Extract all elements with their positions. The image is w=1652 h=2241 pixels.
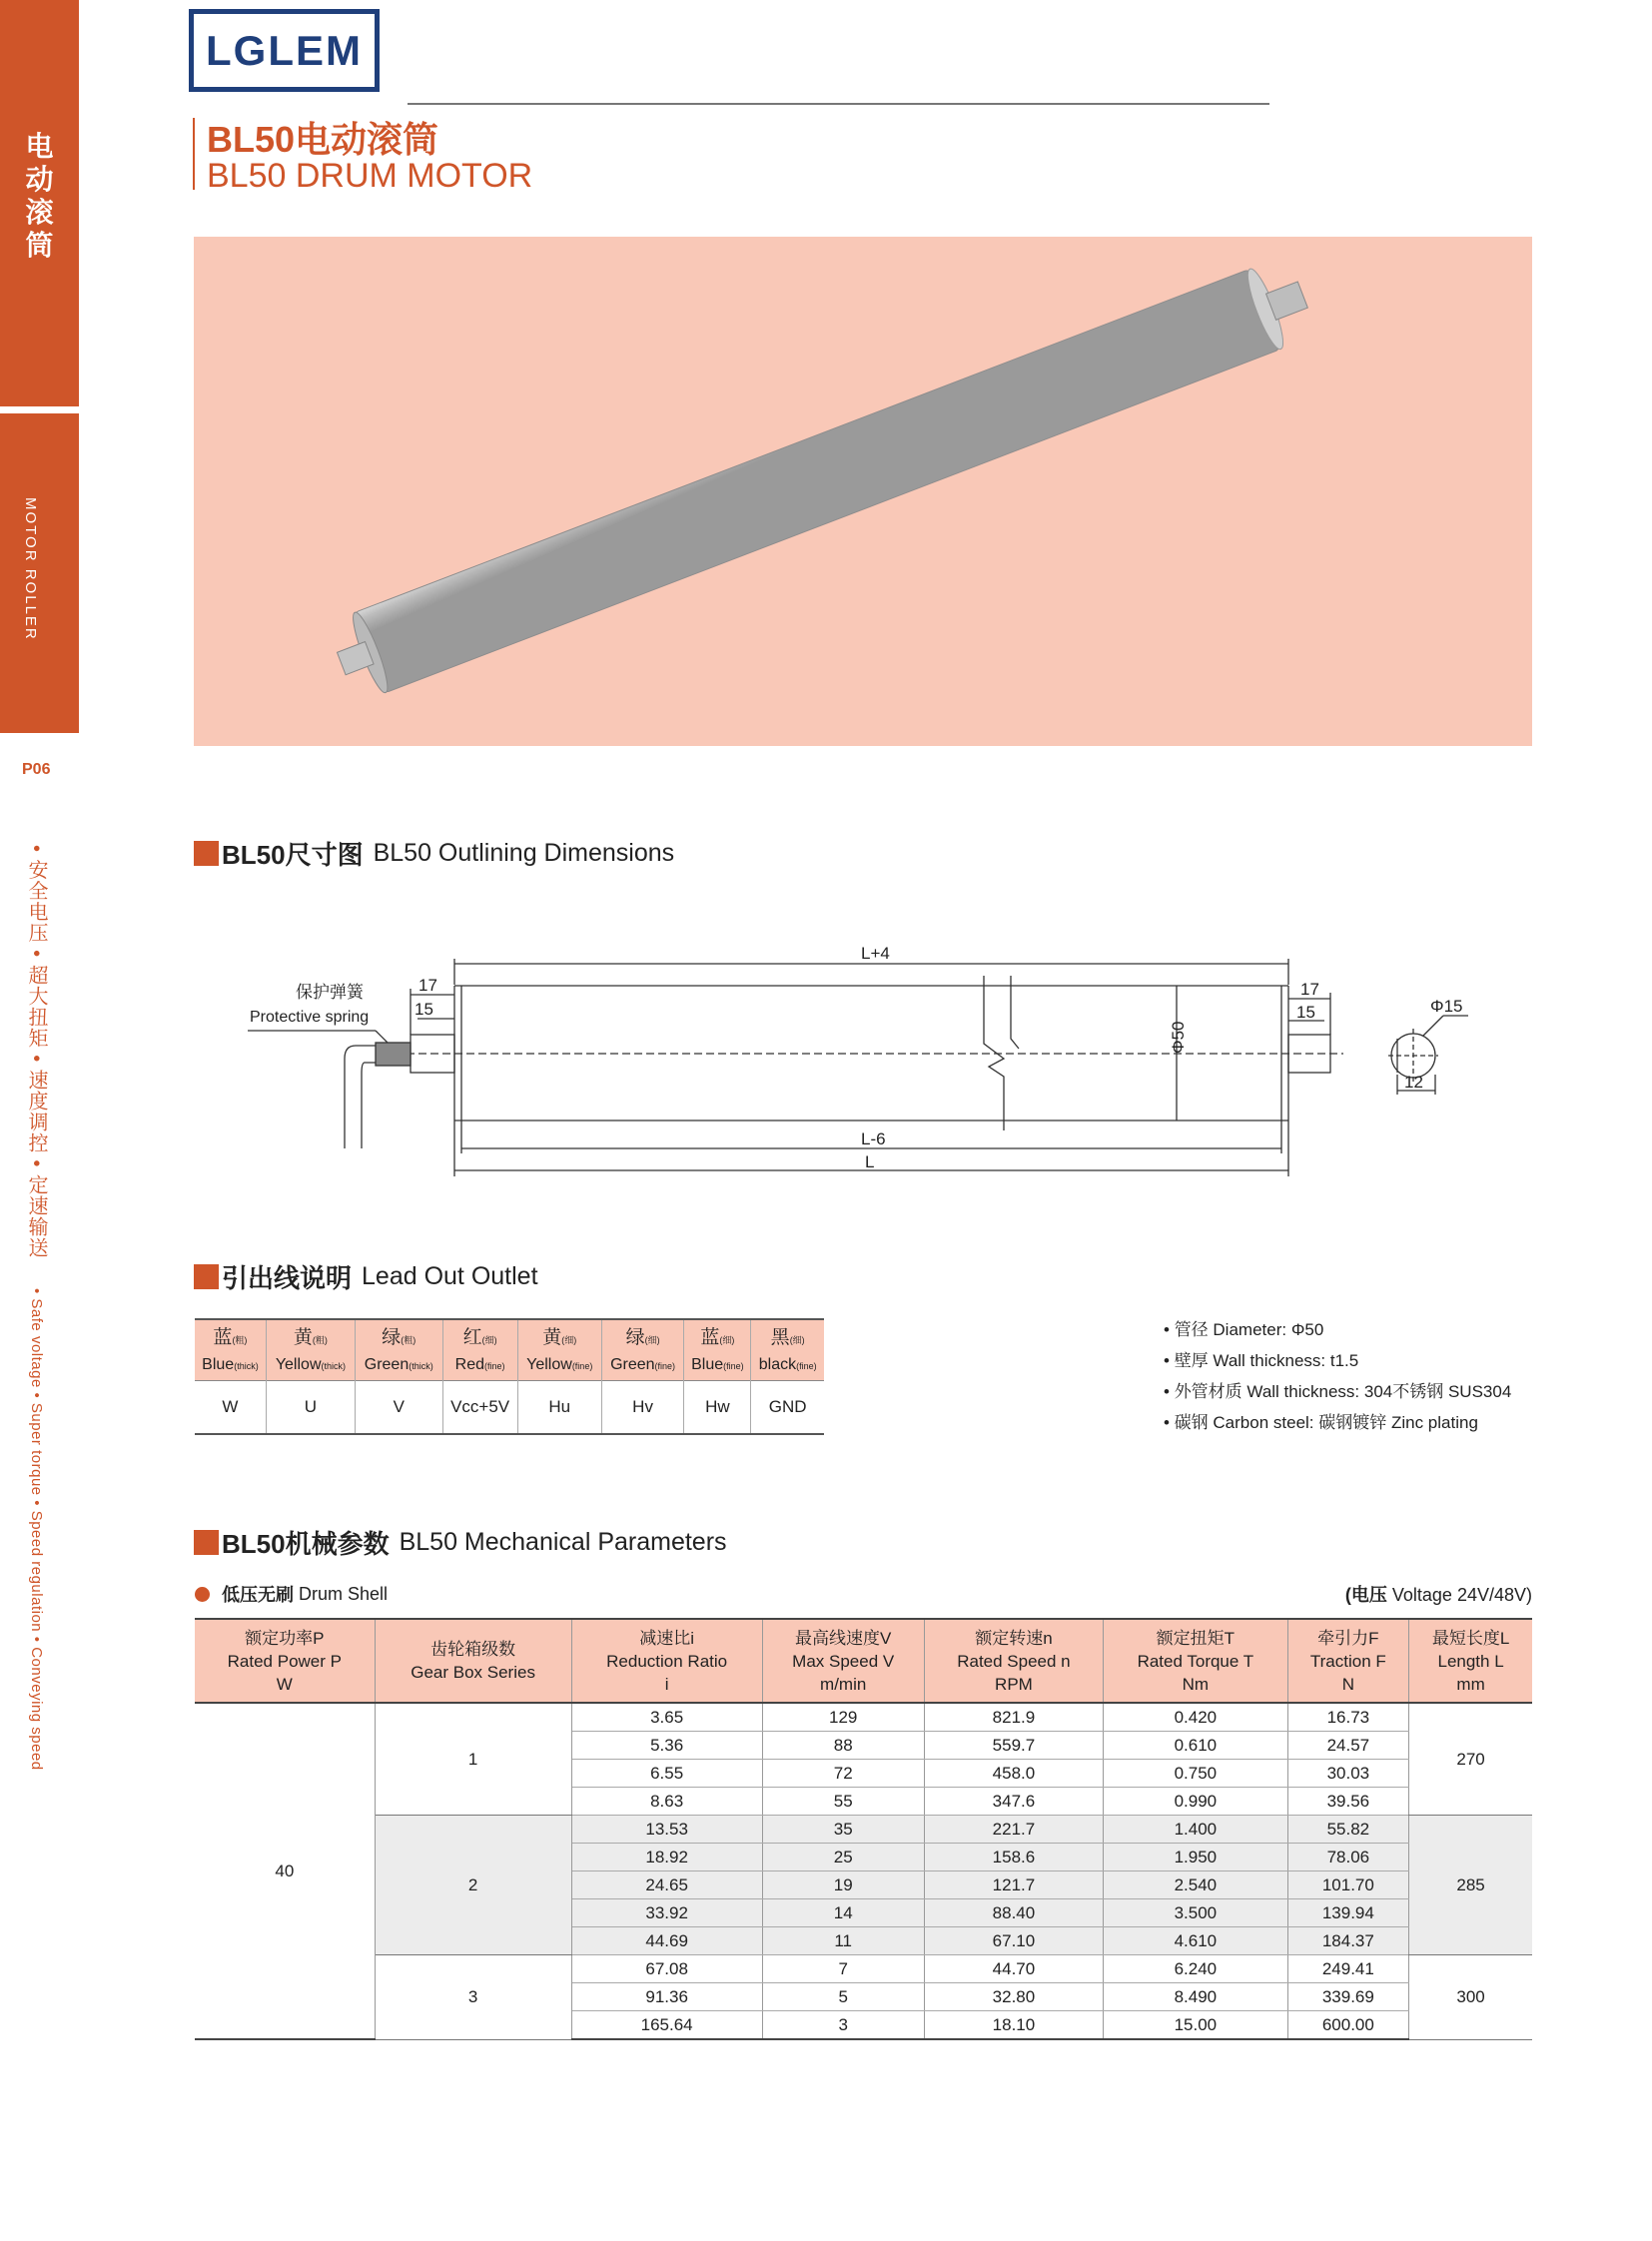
dim-l-minus-6: L-6 (861, 1129, 886, 1148)
lead-color-en: Green(fine) (601, 1350, 684, 1381)
series-cell: 2 (375, 1816, 571, 1955)
section-lead-en: Lead Out Outlet (362, 1262, 538, 1290)
column-header: 牵引力F Traction F N (1287, 1619, 1409, 1703)
value-cell: 3.65 (571, 1703, 762, 1732)
value-cell: 24.65 (571, 1871, 762, 1899)
value-cell: 11 (762, 1927, 924, 1955)
lead-color-en: Yellow(thick) (266, 1350, 355, 1381)
dim-15-right: 15 (1296, 1003, 1315, 1022)
features-en: • Safe voltage • Super torque • Speed regulation • Conveying speed (28, 1288, 45, 1771)
lead-color-en: black(fine) (751, 1350, 824, 1381)
note-item: • 外管材质 Wall thickness: 304不锈钢 SUS304 (1164, 1376, 1511, 1407)
value-cell: 0.610 (1104, 1732, 1287, 1760)
lead-signal: Hw (684, 1381, 751, 1435)
value-cell: 25 (762, 1844, 924, 1871)
value-cell: 44.69 (571, 1927, 762, 1955)
dim-l-plus-4: L+4 (861, 944, 890, 963)
value-cell: 139.94 (1287, 1899, 1409, 1927)
value-cell: 221.7 (924, 1816, 1104, 1844)
column-header: 额定扭矩T Rated Torque T Nm (1104, 1619, 1287, 1703)
column-header: 最短长度L Length L mm (1409, 1619, 1532, 1703)
section-lead-title (194, 1258, 538, 1295)
dimension-drawing (230, 929, 1528, 1188)
value-cell: 249.41 (1287, 1955, 1409, 1983)
lead-color-cn: 蓝(粗) (195, 1319, 266, 1350)
page-title-en: BL50 DRUM MOTOR (207, 157, 533, 195)
voltage-cn: (电压 (1344, 1585, 1387, 1605)
page-number: P06 (22, 761, 51, 778)
value-cell: 6.240 (1104, 1955, 1287, 1983)
lead-signal: U (266, 1381, 355, 1435)
value-cell: 559.7 (924, 1732, 1104, 1760)
value-cell: 13.53 (571, 1816, 762, 1844)
title-accent-bar (193, 118, 195, 190)
lead-signal: Vcc+5V (442, 1381, 517, 1435)
table-row (195, 1816, 1532, 1844)
table-row (195, 1703, 1532, 1732)
value-cell: 67.10 (924, 1927, 1104, 1955)
value-cell: 19 (762, 1871, 924, 1899)
value-cell: 88 (762, 1732, 924, 1760)
dim-phi50: Φ50 (1169, 1021, 1188, 1054)
value-cell: 5 (762, 1983, 924, 2011)
section-dims-title (194, 835, 674, 872)
value-cell: 30.03 (1287, 1760, 1409, 1788)
dim-12: 12 (1404, 1073, 1423, 1092)
value-cell: 121.7 (924, 1871, 1104, 1899)
value-cell: 165.64 (571, 2011, 762, 2040)
drum-label-cn: 低压无刷 (222, 1585, 294, 1605)
section-marker (194, 1530, 219, 1555)
value-cell: 39.56 (1287, 1788, 1409, 1816)
spec-notes (1164, 1314, 1511, 1438)
sidebar-en-title: MOTOR ROLLER (22, 497, 39, 641)
bullet-dot-icon (195, 1587, 210, 1602)
value-cell: 44.70 (924, 1955, 1104, 1983)
lead-color-en: Yellow(fine) (517, 1350, 601, 1381)
drum-motor-illustration (194, 237, 1532, 746)
mechanical-parameters-table (195, 1618, 1532, 2040)
lead-signal: GND (751, 1381, 824, 1435)
spring-label-en: Protective spring (250, 1009, 370, 1026)
lead-color-en: Red(fine) (442, 1350, 517, 1381)
value-cell: 78.06 (1287, 1844, 1409, 1871)
series-cell: 3 (375, 1955, 571, 2040)
spring-label-cn: 保护弹簧 (296, 983, 364, 1002)
value-cell: 821.9 (924, 1703, 1104, 1732)
dim-15-left: 15 (414, 1000, 433, 1019)
value-cell: 0.990 (1104, 1788, 1287, 1816)
value-cell: 91.36 (571, 1983, 762, 2011)
lead-color-cn: 绿(粗) (355, 1319, 442, 1350)
lead-color-cn: 黄(细) (517, 1319, 601, 1350)
power-cell: 40 (195, 1703, 375, 2039)
value-cell: 7 (762, 1955, 924, 1983)
features-cn: • 安全电压 • 超大扭矩 • 速度调控 • 定速输送 (25, 845, 47, 1258)
dim-17-left: 17 (418, 976, 437, 995)
column-header: 减速比i Reduction Ratio i (571, 1619, 762, 1703)
note-item: • 管径 Diameter: Φ50 (1164, 1314, 1511, 1345)
value-cell: 3.500 (1104, 1899, 1287, 1927)
length-cell: 270 (1409, 1703, 1532, 1816)
value-cell: 600.00 (1287, 2011, 1409, 2040)
value-cell: 24.57 (1287, 1732, 1409, 1760)
section-mech-title (194, 1524, 727, 1561)
lead-signal: Hv (601, 1381, 684, 1435)
value-cell: 0.420 (1104, 1703, 1287, 1732)
sidebar-cn-title: 电 动 滚 筒 (25, 131, 54, 261)
section-lead-cn: 引出线说明 (222, 1263, 353, 1293)
lead-color-cn: 蓝(细) (684, 1319, 751, 1350)
value-cell: 339.69 (1287, 1983, 1409, 2011)
value-cell: 72 (762, 1760, 924, 1788)
voltage-label (1345, 1581, 1532, 1607)
dim-l: L (865, 1152, 875, 1171)
value-cell: 15.00 (1104, 2011, 1287, 2040)
header-rule (408, 103, 1269, 105)
lead-signal: V (355, 1381, 442, 1435)
table-row (195, 1955, 1532, 1983)
brand-logo: LGLEM (189, 9, 380, 92)
value-cell: 55 (762, 1788, 924, 1816)
value-cell: 6.55 (571, 1760, 762, 1788)
lead-out-table (195, 1318, 824, 1435)
value-cell: 1.950 (1104, 1844, 1287, 1871)
value-cell: 347.6 (924, 1788, 1104, 1816)
value-cell: 14 (762, 1899, 924, 1927)
column-header: 齿轮箱级数 Gear Box Series (375, 1619, 571, 1703)
page-title-cn: BL50电动滚筒 (207, 119, 439, 160)
value-cell: 1.400 (1104, 1816, 1287, 1844)
note-item: • 壁厚 Wall thickness: t1.5 (1164, 1345, 1511, 1376)
column-header: 最高线速度V Max Speed V m/min (762, 1619, 924, 1703)
value-cell: 458.0 (924, 1760, 1104, 1788)
value-cell: 35 (762, 1816, 924, 1844)
value-cell: 18.10 (924, 2011, 1104, 2040)
value-cell: 4.610 (1104, 1927, 1287, 1955)
section-dims-en: BL50 Outlining Dimensions (373, 839, 675, 867)
note-item: • 碳钢 Carbon steel: 碳钢镀锌 Zinc plating (1164, 1407, 1511, 1438)
length-cell: 300 (1409, 1955, 1532, 2040)
section-marker (194, 841, 219, 866)
drum-label-en: Drum Shell (299, 1583, 389, 1604)
value-cell: 88.40 (924, 1899, 1104, 1927)
sidebar-top-band (0, 0, 79, 406)
value-cell: 8.63 (571, 1788, 762, 1816)
lead-signal: Hu (517, 1381, 601, 1435)
dim-phi15: Φ15 (1430, 997, 1463, 1016)
value-cell: 67.08 (571, 1955, 762, 1983)
section-dims-cn: BL50尺寸图 (222, 840, 364, 870)
lead-color-en: Blue(thick) (195, 1350, 266, 1381)
column-header: 额定转速n Rated Speed n RPM (924, 1619, 1104, 1703)
section-mech-en: BL50 Mechanical Parameters (399, 1528, 727, 1556)
value-cell: 16.73 (1287, 1703, 1409, 1732)
dim-17-right: 17 (1300, 980, 1319, 999)
value-cell: 18.92 (571, 1844, 762, 1871)
voltage-en: Voltage 24V/48V) (1391, 1585, 1532, 1605)
lead-color-cn: 绿(细) (601, 1319, 684, 1350)
lead-color-en: Blue(fine) (684, 1350, 751, 1381)
drum-shell-label (195, 1581, 388, 1607)
value-cell: 101.70 (1287, 1871, 1409, 1899)
value-cell: 3 (762, 2011, 924, 2040)
column-header: 额定功率P Rated Power P W (195, 1619, 375, 1703)
value-cell: 158.6 (924, 1844, 1104, 1871)
section-mech-cn: BL50机械参数 (222, 1529, 390, 1559)
value-cell: 33.92 (571, 1899, 762, 1927)
value-cell: 2.540 (1104, 1871, 1287, 1899)
value-cell: 0.750 (1104, 1760, 1287, 1788)
value-cell: 55.82 (1287, 1816, 1409, 1844)
value-cell: 32.80 (924, 1983, 1104, 2011)
value-cell: 129 (762, 1703, 924, 1732)
lead-color-en: Green(thick) (355, 1350, 442, 1381)
lead-signal: W (195, 1381, 266, 1435)
value-cell: 8.490 (1104, 1983, 1287, 2011)
lead-color-cn: 黑(细) (751, 1319, 824, 1350)
sidebar-mid-band (0, 413, 79, 733)
value-cell: 5.36 (571, 1732, 762, 1760)
lead-color-cn: 红(细) (442, 1319, 517, 1350)
value-cell: 184.37 (1287, 1927, 1409, 1955)
lead-color-cn: 黄(粗) (266, 1319, 355, 1350)
section-marker (194, 1264, 219, 1289)
series-cell: 1 (375, 1703, 571, 1816)
length-cell: 285 (1409, 1816, 1532, 1955)
product-photo (194, 237, 1532, 746)
